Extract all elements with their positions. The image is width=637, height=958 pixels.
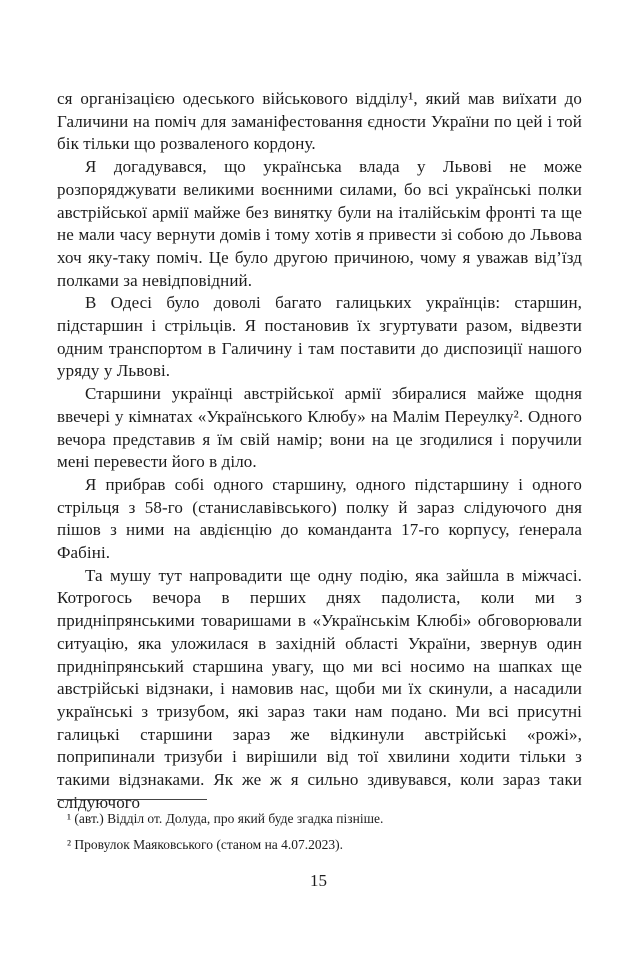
paragraph-5: Я прибрав собі одного старшину, одного підстаршину і одного стрільця з 58-го (станиславівського) полку й зараз слідуючого дня пішов з ними на авдієнцію до команданта 17-го корпусу, ґенерала Фабіні.: [57, 474, 582, 563]
page-body: [57, 88, 582, 815]
paragraph-4: Старшини українці австрійської армії збиралися майже щодня ввечері у кімнатах «Українського Клюбу» на Малім Переулку². Одного вечора представив я їм свій намір; вони на це згодилися і поручили мені перевести його в діло.: [57, 384, 582, 472]
paragraph-2: Я догадувався, що українська влада у Львові не може розпоряджувати великими воєнними силами, бо всі українські полки австрійської армії майже без винятку були на італійськім фронті та ще не мали часу вернути домів і тому хотів я привести зі собою до Львова хоч яку-таку поміч. Це було другою причиною, чому я уважав від’їзд полками за невідповідний.: [57, 157, 582, 290]
page-number: 15: [310, 871, 327, 890]
footnote-1: ¹ (авт.) Відділ от. Долуда, про який буде згадка пізніше.: [67, 811, 384, 826]
paragraph-1: ся організацією одеського військового відділу¹, який мав виїхати до Галичини на поміч для заманіфестовання єдности України по цей і той бік тільки що розваленого кордону.: [57, 89, 582, 154]
footnotes-section: [57, 799, 582, 861]
footnote-separator: [57, 799, 207, 800]
footnote-2: ² Провулок Маяковського (станом на 4.07.2023).: [67, 837, 344, 852]
paragraph-3: В Одесі було доволі багато галицьких українців: старшин, підстаршин і стрільців. Я постановив їх згуртувати разом, відвезти одним транспортом в Галичину і там поставити до диспозиції нашого уряду у Львові.: [57, 293, 582, 381]
paragraph-6: Та мушу тут напровадити ще одну подію, яка зайшла в міжчасі. Котрогось вечора в перших днях падолиста, коли ми з придніпрянськими товаришами в «Українськім Клюбі» обговорювали ситуацію, яка уложилася в західній області України, звернув один придніпрянський старшина увагу, що ми всі носимо на шапках ще австрійські відзнаки, і намовив нас, щоби ми їх скинули, а насадили українські з тризубом, які зараз таки нам подано. Ми всі присутні галицькі старшини зараз же відкинули австрійські «рожі», поприпинали тризуби і вирішили від тої хвилини ходити тільки з такими відзнаками. Як же ж я сильно здивувався, коли зараз таки слідуючого: [57, 565, 582, 812]
